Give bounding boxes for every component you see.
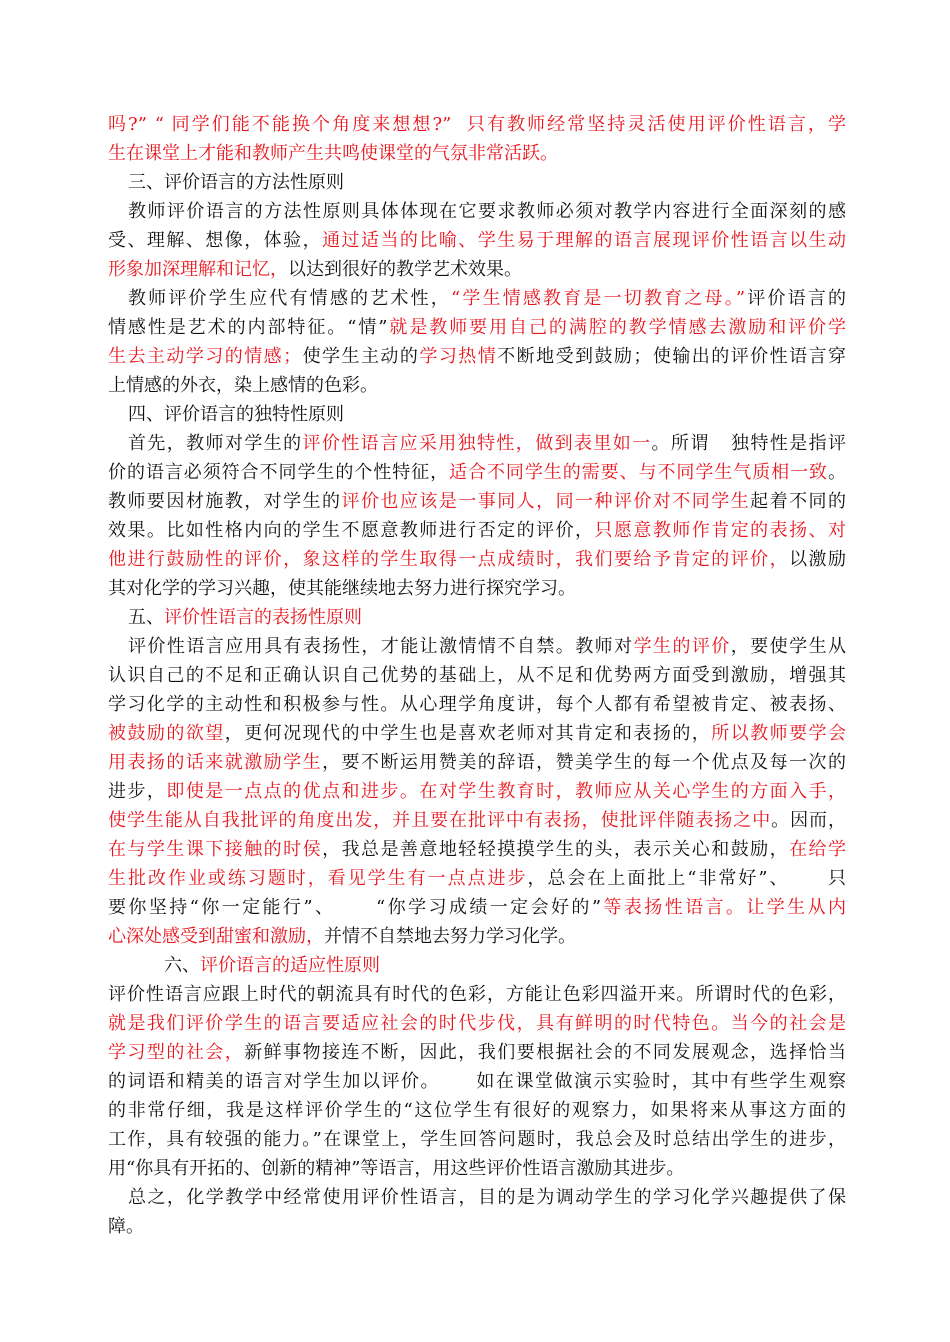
body-text: 以达到很好的教学艺术效果。	[288, 259, 522, 280]
body-text: 首先，教师对学生的	[128, 433, 303, 454]
highlighted-text: 用表扬的话来就激励学生	[108, 752, 323, 773]
highlighted-text: 评价性语言应采用独特性，做到表里如一	[302, 433, 652, 454]
text-line	[108, 748, 846, 777]
body-text: 总之，化学教学中经常使用评价性语言，目的是为调动学生的学习化学兴趣提供了保	[128, 1187, 846, 1208]
body-text: 进步，	[108, 781, 167, 802]
text-line	[108, 429, 846, 458]
body-text: 学习化学的主动性和积极参与性。从心理学角度讲，每个人都有希望被肯定、被表扬、	[108, 694, 846, 715]
highlighted-text: 吗?” “ 同学们能不能换个角度来想想?” 只有教师经常坚持灵活使用评价性语言，学	[108, 114, 846, 135]
body-text: ，要不断运用赞美的辞语，赞美学生的每一个优点及每一次的	[322, 752, 846, 773]
text-line	[108, 371, 846, 400]
text-line	[108, 980, 846, 1009]
text-line	[108, 458, 846, 487]
body-text: 三、评价语言的方法性原则	[128, 172, 344, 193]
text-line	[108, 1154, 846, 1183]
highlighted-text: 通过适当的比喻、学生易于理解的语言展现评价性语言以生动	[322, 230, 846, 251]
text-line	[108, 661, 846, 690]
body-text: 使学生主动的	[301, 346, 420, 367]
body-text: 价的语言必须符合不同学生的个性特征，	[108, 462, 450, 483]
body-text: 用“你具有开拓的、创新的精神”等语言，用这些评价性语言激励其进步。	[108, 1158, 685, 1179]
body-text: 评价性语言应用具有表扬性，才能让激情情不自禁。教师对	[128, 636, 634, 657]
highlighted-text: 就是我们评价学生的语言要适应社会的时代步伐，具有鲜明的时代特色。当今的社会是	[108, 1013, 846, 1034]
text-line	[108, 342, 846, 371]
body-text: ，我总是善意地轻轻摸摸学生的头，表示关心和鼓励，	[322, 839, 790, 860]
highlighted-text: 被鼓励的欲望	[108, 723, 225, 744]
body-text: 五、	[128, 607, 164, 628]
document-page	[108, 110, 846, 1241]
body-text: ，要使学生从	[730, 636, 846, 657]
text-line	[108, 951, 846, 980]
body-text: 并情不自禁地去努力学习化学。	[324, 926, 576, 947]
highlighted-text: 学习型的社会，	[108, 1042, 245, 1063]
text-line	[108, 574, 846, 603]
body-text: 受、理解、想像，体验，	[108, 230, 323, 251]
text-line	[108, 139, 846, 168]
text-line	[108, 284, 846, 313]
text-line	[108, 545, 846, 574]
highlighted-text: 使学生能从自我批评的角度出发，并且要在批评中有表扬，使批评伴随表扬之中	[108, 810, 772, 831]
highlighted-text: 学习热情	[419, 346, 498, 367]
body-text: 评价性语言应跟上时代的朝流具有时代的色彩，方能让色彩四溢开来。所谓时代的色彩，	[108, 984, 846, 1005]
body-text: 情感性是艺术的内部特征。“情”	[108, 317, 388, 338]
text-line	[108, 893, 846, 922]
body-text: 起着不同的	[750, 491, 846, 512]
body-text: 的非常仔细，我是这样评价学生的“这位学生有很好的观察力，如果将来从事这方面的	[108, 1100, 846, 1121]
body-text: 。	[828, 462, 846, 483]
highlighted-text: 所以教师要学会	[711, 723, 846, 744]
highlighted-text: 学生的评价	[633, 636, 731, 657]
text-line	[108, 400, 846, 429]
text-line	[108, 1067, 846, 1096]
text-line	[108, 1183, 846, 1212]
body-text: 的词语和精美的语言对学生加以评价。 如在课堂做演示实验时，其中有些学生观察	[108, 1071, 846, 1092]
body-text: 认识自己的不足和正确认识自己优势的基础上，从不足和优势两方面受到激励，增强其	[108, 665, 846, 686]
body-text: 效果。比如性格内向的学生不愿意教师进行否定的评价，	[108, 520, 595, 541]
body-text: 。所谓 独特性是指评	[651, 433, 846, 454]
body-text: 障。	[108, 1216, 144, 1237]
text-line	[108, 922, 846, 951]
highlighted-text: 他进行鼓励性的评价，象这样的学生取得一点成绩时，我们要给予肯定的评价，	[108, 549, 790, 570]
highlighted-text: 评价也应该是一事同人，同一种评价对不同学生	[341, 491, 751, 512]
highlighted-text: 等表扬性语言。让学生从内	[601, 897, 846, 918]
body-text: 教师评价学生应代有情感的艺术性，	[128, 288, 451, 309]
body-text: 教师要因材施教，对学生的	[108, 491, 342, 512]
text-line	[108, 1125, 846, 1154]
text-line	[108, 197, 846, 226]
highlighted-text: 就是教师要用自己的满腔的教学情感去激励和评价学	[387, 317, 846, 338]
text-line	[108, 110, 846, 139]
body-text: 其对化学的学习兴趣，使其能继续地去努力进行探究学习。	[108, 578, 576, 599]
body-text: 不断地受到鼓励；使输出的评价性语言穿	[497, 346, 846, 367]
text-line	[108, 806, 846, 835]
body-text: 教师评价语言的方法性原则具体体现在它要求教师必须对教学内容进行全面深刻的感	[128, 201, 846, 222]
text-line	[108, 603, 846, 632]
highlighted-text: 在与学生课下接触的时侯	[108, 839, 323, 860]
highlighted-text: 在给学	[789, 839, 846, 860]
body-text: 四、评价语言的独特性原则	[128, 404, 344, 425]
highlighted-text: 生在课堂上才能和教师产生共鸣使课堂的气氛非常活跃。	[108, 143, 558, 164]
text-line	[108, 1038, 846, 1067]
text-line	[108, 1096, 846, 1125]
text-line	[108, 777, 846, 806]
body-text: 以激励	[789, 549, 846, 570]
highlighted-text: 评价语言的适应性原则	[200, 955, 380, 976]
highlighted-text: 生去主动学习的情感；	[108, 346, 302, 367]
body-text: 。因而，	[771, 810, 846, 831]
body-text: ，总会在上面批上“非常好”、 只	[527, 868, 846, 889]
highlighted-text: 评价性语言的表扬性原则	[164, 607, 362, 628]
highlighted-text: 心深处感受到甜蜜和激励，	[108, 926, 324, 947]
highlighted-text: 教师应从关心学生的方面入手，	[575, 781, 846, 802]
highlighted-text: 生批改作业或练习题时，看见学生有一点点进步	[108, 868, 528, 889]
text-line	[108, 864, 846, 893]
body-text: 六、	[164, 955, 200, 976]
body-text: 上情感的外衣，染上感情的色彩。	[108, 375, 378, 396]
text-line	[108, 168, 846, 197]
text-line	[108, 516, 846, 545]
highlighted-text: “学生情感教育是一切教育之母。”	[450, 288, 746, 309]
text-line	[108, 255, 846, 284]
highlighted-text: 形象加深理解和记忆，	[108, 259, 288, 280]
highlighted-text: 只愿意教师作肯定的表扬、对	[594, 520, 846, 541]
text-line	[108, 1009, 846, 1038]
body-text: 要你坚持“你一定能行”、 “你学习成绩一定会好的”	[108, 897, 602, 918]
text-line	[108, 487, 846, 516]
text-line	[108, 313, 846, 342]
text-line	[108, 719, 846, 748]
text-line	[108, 632, 846, 661]
body-text: 新鲜事物接连不断，因此，我们要根据社会的不同发展观念，选择恰当	[244, 1042, 846, 1063]
body-text: ，更何况现代的中学生也是喜欢老师对其肯定和表扬的，	[224, 723, 712, 744]
text-line	[108, 835, 846, 864]
body-text: 评价语言的	[745, 288, 846, 309]
text-line	[108, 690, 846, 719]
body-text: 工作，具有较强的能力。”在课堂上，学生回答问题时，我总会及时总结出学生的进步，	[108, 1129, 846, 1150]
highlighted-text: 即使是一点点的优点和进步。在对学生教育时，	[166, 781, 576, 802]
text-line	[108, 1212, 846, 1241]
highlighted-text: 适合不同学生的需要、与不同学生气质相一致	[449, 462, 829, 483]
text-line	[108, 226, 846, 255]
